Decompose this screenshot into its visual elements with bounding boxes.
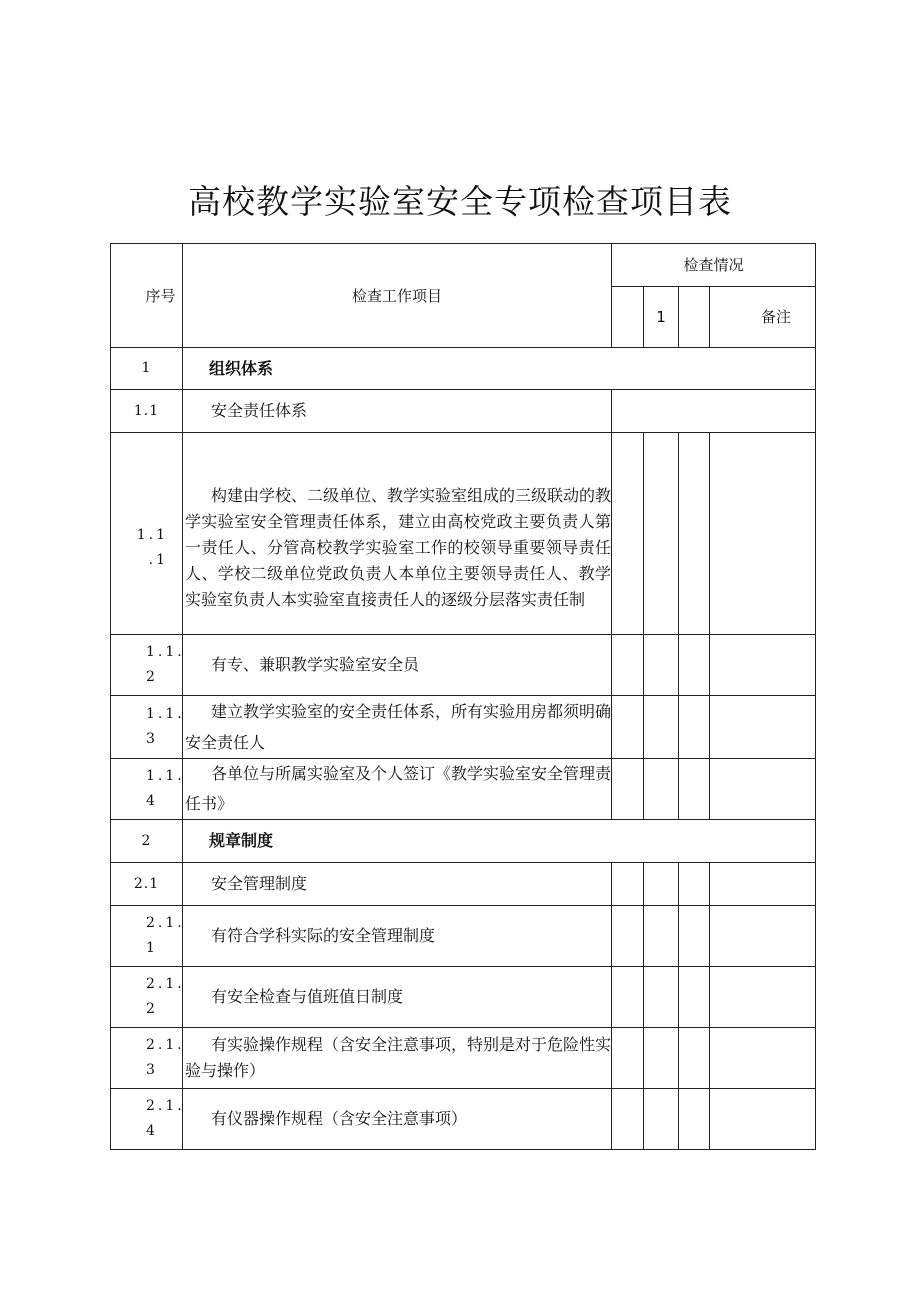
remark-cell[interactable] xyxy=(710,433,816,635)
table-row xyxy=(111,759,816,820)
check-cell[interactable] xyxy=(679,1028,710,1089)
seq-header: 序号 xyxy=(111,244,183,348)
check-cell[interactable] xyxy=(612,696,644,759)
row-number: 1.1. 4 xyxy=(111,759,183,820)
row-item: 各单位与所属实验室及个人签订《教学实验室安全管理责任书》 xyxy=(183,759,612,820)
remark-cell[interactable] xyxy=(710,1089,816,1150)
row-item: 有仪器操作规程（含安全注意事项） xyxy=(183,1089,612,1150)
row-item: 有专、兼职教学实验室安全员 xyxy=(183,635,612,696)
check-cell[interactable] xyxy=(612,906,644,967)
table-row xyxy=(111,967,816,1028)
remark-cell[interactable] xyxy=(710,967,816,1028)
remark-cell[interactable] xyxy=(710,635,816,696)
check-cell[interactable] xyxy=(679,906,710,967)
check-cell[interactable] xyxy=(612,759,644,820)
remark-cell[interactable] xyxy=(710,759,816,820)
row-number: 2.1. 1 xyxy=(111,906,183,967)
check-cell[interactable] xyxy=(644,433,679,635)
check-cell[interactable] xyxy=(644,1028,679,1089)
row-item: 有实验操作规程（含安全注意事项，特别是对于危险性实验与操作） xyxy=(183,1028,612,1089)
section-title: 规章制度 xyxy=(183,820,816,863)
check-cell[interactable] xyxy=(679,635,710,696)
row-number: 2.1. 4 xyxy=(111,1089,183,1150)
check-cell[interactable] xyxy=(644,1089,679,1150)
check-cell[interactable] xyxy=(612,1028,644,1089)
table-row xyxy=(111,696,816,759)
check-cell[interactable] xyxy=(679,863,710,906)
check-cell[interactable] xyxy=(612,433,644,635)
table-row xyxy=(111,1089,816,1150)
row-number: 2.1. 3 xyxy=(111,1028,183,1089)
check-cell[interactable] xyxy=(612,967,644,1028)
row-item: 建立教学实验室的安全责任体系，所有实验用房都须明确安全责任人 xyxy=(183,696,612,759)
row-item: 有符合学科实际的安全管理制度 xyxy=(183,906,612,967)
row-number: 1 xyxy=(111,348,183,390)
remark-header: 备注 xyxy=(710,287,816,348)
row-number: 1.1 xyxy=(111,390,183,433)
remark-cell[interactable] xyxy=(710,1028,816,1089)
remark-cell[interactable] xyxy=(710,696,816,759)
check-col-1 xyxy=(612,287,644,348)
section-row xyxy=(111,820,816,863)
table-row xyxy=(111,390,816,433)
row-number: 1.1. 2 xyxy=(111,635,183,696)
check-cell[interactable] xyxy=(612,1089,644,1150)
row-item: 安全管理制度 xyxy=(183,863,612,906)
row-number: 2 xyxy=(111,820,183,863)
remark-cell[interactable] xyxy=(710,863,816,906)
table-row xyxy=(111,863,816,906)
inspection-table xyxy=(110,243,816,1150)
check-cell[interactable] xyxy=(644,906,679,967)
row-number: 1.1. 3 xyxy=(111,696,183,759)
row-number: 2.1 xyxy=(111,863,183,906)
section-row xyxy=(111,348,816,390)
check-cell[interactable] xyxy=(679,759,710,820)
item-header: 检查工作项目 xyxy=(183,244,612,348)
check-cell[interactable] xyxy=(644,696,679,759)
row-number: 1.1 .1 xyxy=(111,433,183,635)
check-cell[interactable] xyxy=(612,863,644,906)
check-cell[interactable] xyxy=(644,635,679,696)
row-item: 安全责任体系 xyxy=(183,390,612,433)
header-row xyxy=(111,244,816,287)
check-cell[interactable] xyxy=(612,635,644,696)
row-number: 2.1. 2 xyxy=(111,967,183,1028)
row-item: 有安全检查与值班值日制度 xyxy=(183,967,612,1028)
page-title: 高校教学实验室安全专项检查项目表 xyxy=(188,182,732,221)
check-status-header: 检查情况 xyxy=(612,244,816,287)
table-row xyxy=(111,635,816,696)
table-row xyxy=(111,1028,816,1089)
check-cell[interactable] xyxy=(679,967,710,1028)
remark-cell[interactable] xyxy=(710,906,816,967)
check-cell[interactable] xyxy=(679,1089,710,1150)
check-cell[interactable] xyxy=(644,863,679,906)
check-cell[interactable] xyxy=(644,967,679,1028)
check-cell[interactable] xyxy=(644,759,679,820)
check-cell[interactable] xyxy=(679,433,710,635)
section-title: 组织体系 xyxy=(183,348,816,390)
table-row xyxy=(111,433,816,635)
row-item: 构建由学校、二级单位、教学实验室组成的三级联动的教学实验室安全管理责任体系，建立由高校党政主要负责人第一责任人、分管高校教学实验室工作的校领导重要领导责任人、学校二级单位党政负责人本单位主要领导责任人、教学实验室负责人本实验室直接责任人的逐级分层落实责任制 xyxy=(183,433,612,635)
table-row xyxy=(111,906,816,967)
check-col-2: 1 xyxy=(644,287,679,348)
check-col-3 xyxy=(679,287,710,348)
row-check-cell xyxy=(612,390,816,433)
check-cell[interactable] xyxy=(679,696,710,759)
